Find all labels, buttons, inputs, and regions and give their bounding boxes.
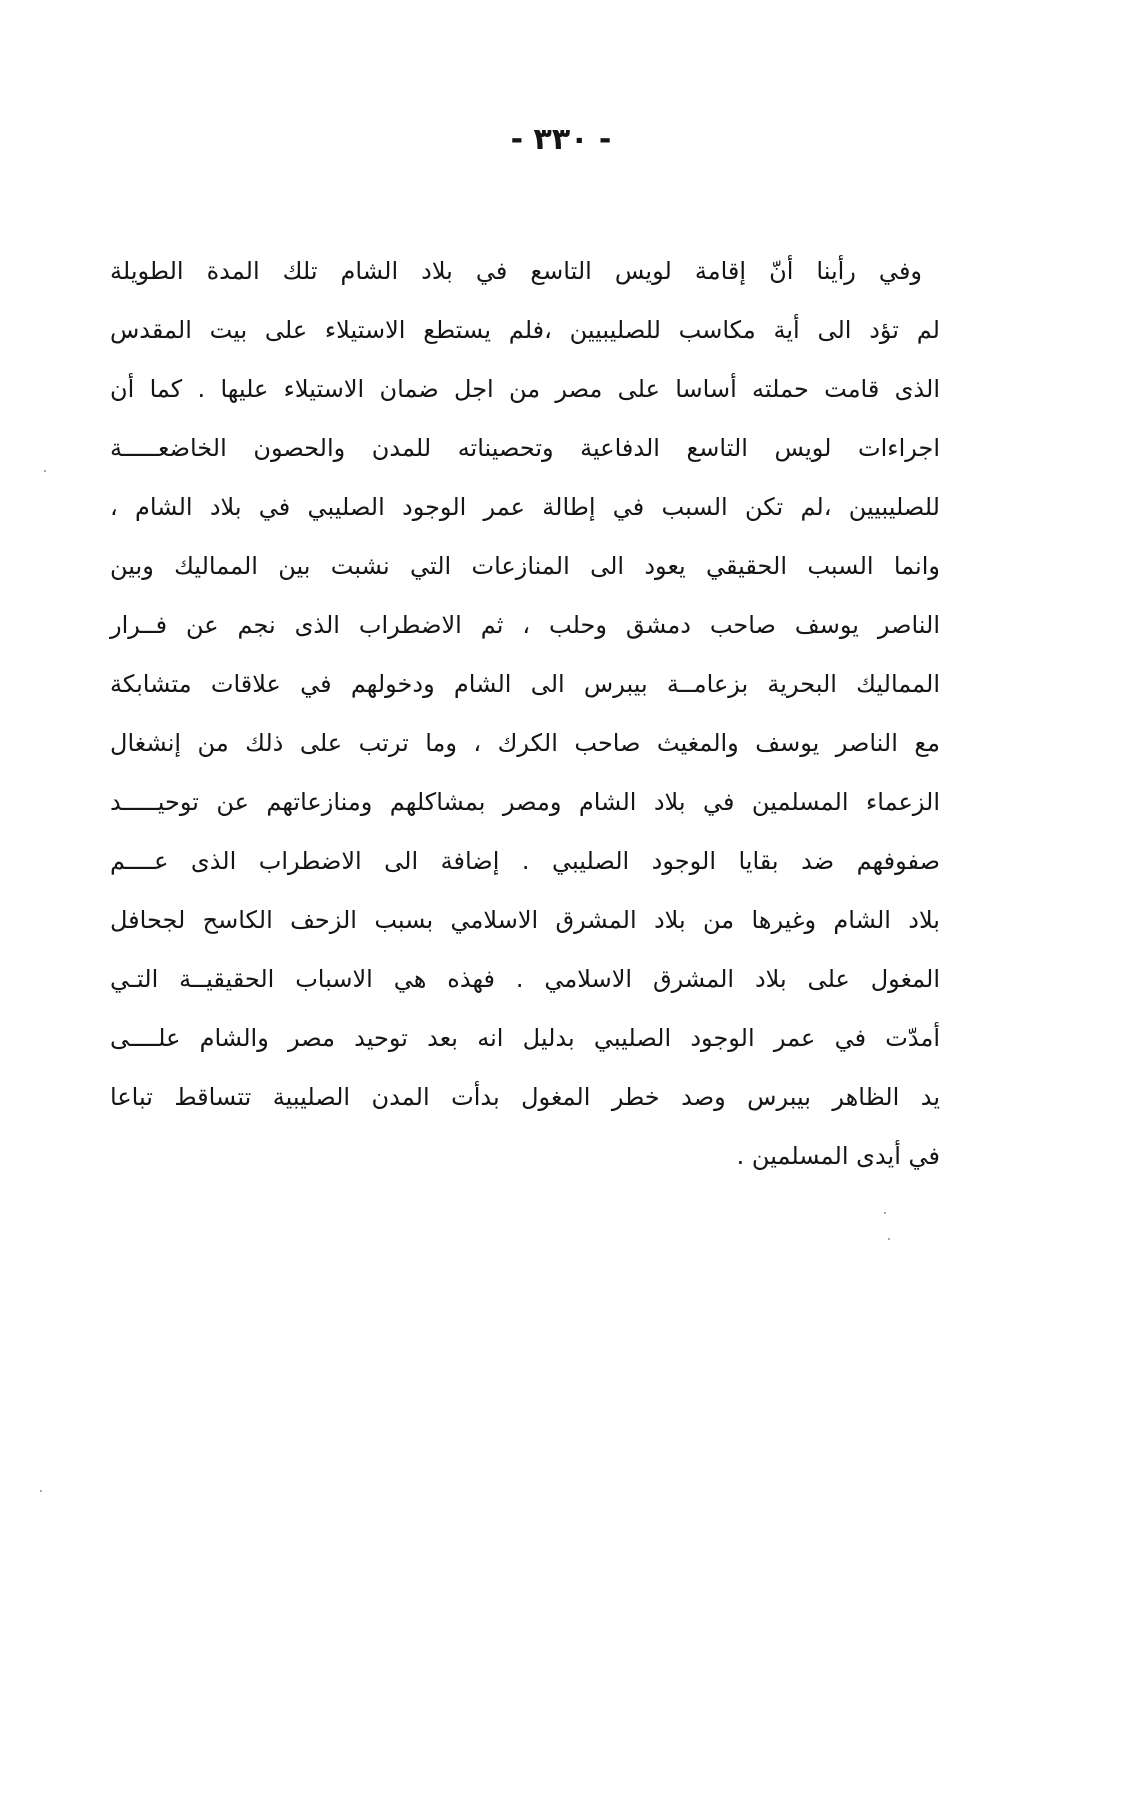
scan-speck: [44, 470, 46, 472]
scan-speck: [884, 1212, 886, 1214]
text-line: الزعماء المسلمين في بلاد الشام ومصر بمشاكلهم ومنازعاتهم عن توحيـــــد: [110, 788, 940, 816]
text-line: يد الظاهر بيبرس وصد خطر المغول بدأت المدن الصليبية تتساقط تباعا: [110, 1083, 940, 1111]
scan-speck: [40, 1490, 42, 1492]
text-line: المماليك البحرية بزعامــة بيبرس الى الشام ودخولهم في علاقات متشابكة: [110, 670, 940, 698]
text-line: صفوفهم ضد بقايا الوجود الصليبي . إضافة الى الاضطراب الذى عــــم: [110, 847, 940, 875]
text-line: وانما السبب الحقيقي يعود الى المنازعات التي نشبت بين المماليك وبين: [110, 552, 940, 580]
text-line: المغول على بلاد المشرق الاسلامي . فهذه هي الاسباب الحقيقيــة التـي: [110, 965, 940, 993]
text-line: لم تؤد الى أية مكاسب للصليبيين ،فلم يستطع الاستيلاء على بيت المقدس: [110, 316, 940, 344]
body-paragraph: [110, 242, 940, 1186]
scan-speck: [888, 1238, 890, 1240]
text-line: في أيدى المسلمين .: [736, 1142, 940, 1170]
text-line: بلاد الشام وغيرها من بلاد المشرق الاسلامي بسبب الزحف الكاسح لجحافل: [110, 906, 940, 934]
text-line: للصليبيين ،لم تكن السبب في إطالة عمر الوجود الصليبي في بلاد الشام ،: [110, 493, 940, 521]
page-number: - ٣٣٠ -: [510, 122, 612, 157]
text-line: مع الناصر يوسف والمغيث صاحب الكرك ، وما ترتب على ذلك من إنشغال: [110, 729, 940, 757]
text-line: وفي رأينا أنّ إقامة لويس التاسع في بلاد الشام تلك المدة الطويلة: [110, 257, 922, 285]
text-line: اجراءات لويس التاسع الدفاعية وتحصيناته للمدن والحصون الخاضعـــــة: [110, 434, 940, 462]
text-line: الذى قامت حملته أساسا على مصر من اجل ضمان الاستيلاء عليها . كما أن: [110, 375, 940, 403]
text-line: أمدّت في عمر الوجود الصليبي بدليل انه بعد توحيد مصر والشام علــــى: [110, 1024, 940, 1052]
text-line: الناصر يوسف صاحب دمشق وحلب ، ثم الاضطراب الذى نجم عن فــرار: [110, 611, 940, 639]
